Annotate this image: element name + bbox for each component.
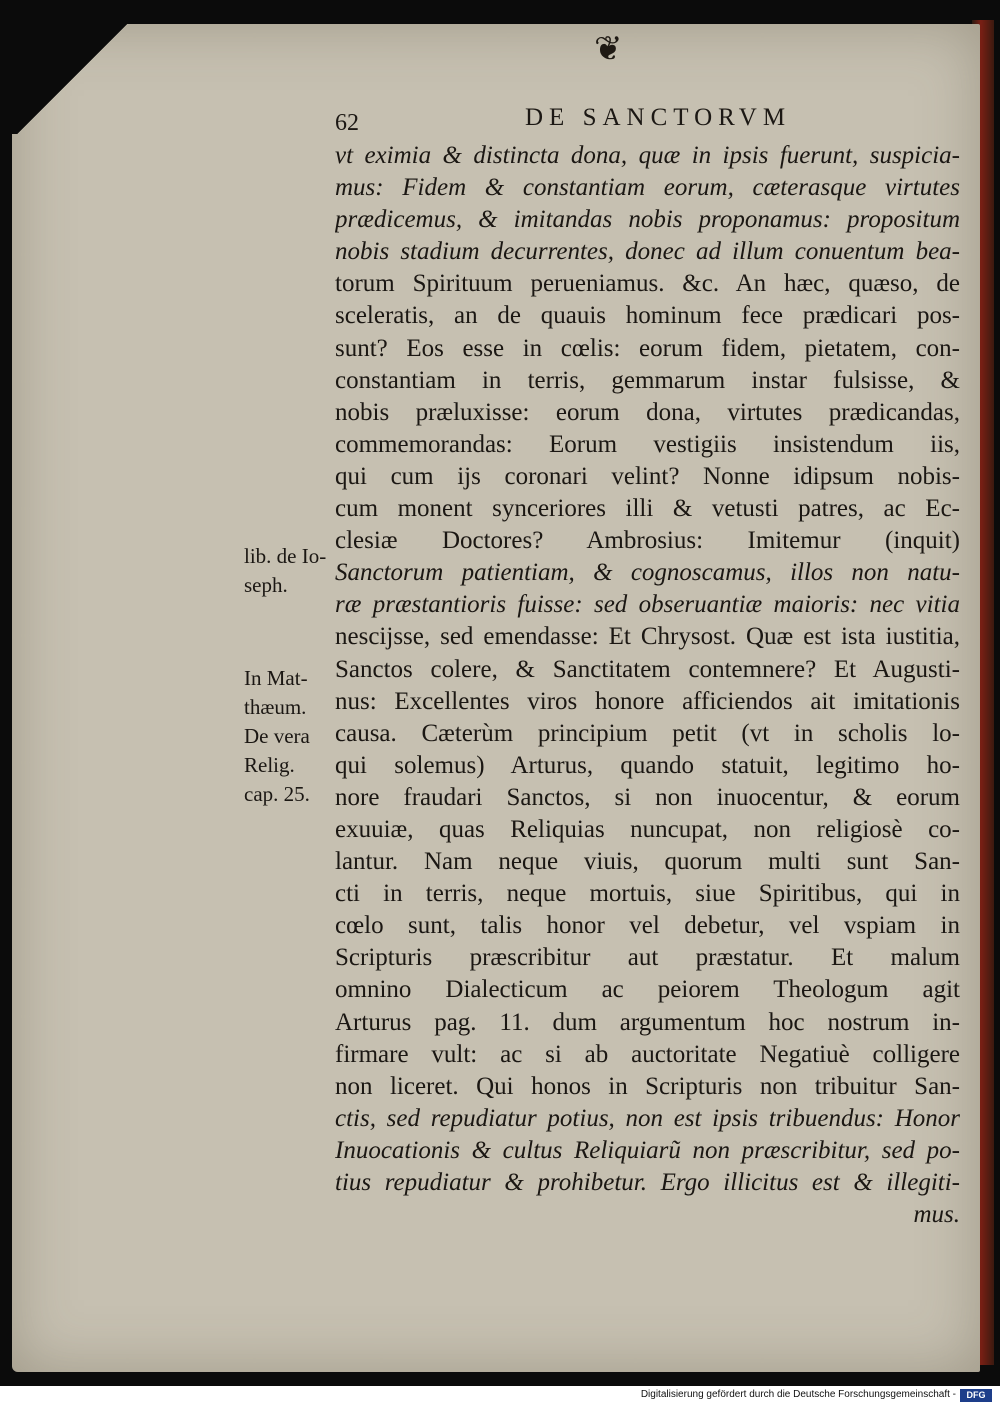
text-line: tius repudiatur & prohibetur. Ergo illicitus est & illegiti- [335, 1169, 960, 1196]
footer-credit: Digitalisierung gefördert durch die Deutsche Forschungsgemeinschaft - [640, 1389, 956, 1400]
fleuron-ornament-icon: ❦ [594, 31, 623, 68]
footer-bar [0, 1386, 1000, 1406]
text-line: nobis stadium decurrentes, donec ad illum conuentum bea- [335, 238, 960, 266]
text-line: vt eximia & distincta dona, quæ in ipsis fuerunt, suspicia- [335, 142, 960, 169]
text-line: causa. Cæterùm principium petit (vt in scholis lo- [335, 719, 960, 747]
text-line: Arturus pag. 11. dum argumentum hoc nostrum in- [335, 1008, 960, 1036]
margin-note: Relig. [244, 753, 295, 777]
text-line: Inuocationis & cultus Reliquiarũ non præscribitur, sed po- [335, 1136, 960, 1164]
text-line: nus: Excellentes viros honore afficiendos ait imitationis [335, 687, 960, 715]
text-line: mus: Fidem & constantiam eorum, cæterasque virtutes [335, 174, 960, 202]
text-line: sceleratis, an de quauis hominum fece prædicari pos- [335, 302, 960, 330]
text-line: mus. [913, 1201, 960, 1229]
text-line: cti in terris, neque mortuis, siue Spiritibus, qui in [335, 880, 960, 908]
text-line: firmare vult: ac si ab auctoritate Negatiuè colligere [335, 1040, 960, 1068]
body-text [335, 140, 960, 1231]
text-line: prædicemus, & imitandas nobis proponamus: propositum [335, 206, 960, 234]
text-line: lantur. Nam neque viuis, quorum multi sunt San- [335, 848, 960, 876]
running-head-title: DE SANCTORVM [525, 104, 792, 131]
page-number: 62 [335, 110, 359, 136]
margin-note: lib. de Io- [244, 544, 327, 568]
text-line: nore fraudari Sanctos, si non inuocentur, & eorum [335, 783, 960, 811]
text-line: nobis præluxisse: eorum dona, virtutes prædicandas, [335, 398, 960, 426]
margin-note: cap. 25. [244, 782, 310, 806]
dfg-logo-icon: DFG [960, 1389, 992, 1402]
torn-corner [12, 24, 132, 134]
text-line: non liceret. Qui honos in Scripturis non tribuitur San- [335, 1072, 960, 1100]
text-line: commemorandas: Eorum vestigiis insistendum iis, [335, 430, 960, 458]
running-head [335, 104, 835, 140]
text-line: exuuiæ, quas Reliquias nuncupat, non religiosè co- [335, 815, 960, 843]
text-line: constantiam in terris, gemmarum instar fulsisse, & [335, 366, 960, 394]
margin-note: In Mat- [244, 666, 308, 690]
text-line: Scripturis præscribitur aut præstatur. Et malum [335, 944, 960, 972]
text-line: sunt? Eos esse in cœlis: eorum fidem, pietatem, con- [335, 334, 960, 362]
text-line: nescijsse, sed emendasse: Et Chrysost. Quæ est ista iustitia, [335, 623, 960, 651]
text-line: Sanctos colere, & Sanctitatem contemnere? Et Augusti- [335, 655, 960, 683]
text-line: ctis, sed repudiatur potius, non est ipsis tribuendus: Honor [335, 1104, 960, 1132]
text-line: qui cum ijs coronari velint? Nonne idipsum nobis- [335, 462, 960, 490]
text-line: clesiæ Doctores? Ambrosius: Imitemur (inquit) [335, 527, 960, 555]
text-line: Sanctorum patientiam, & cognoscamus, illos non natu- [335, 559, 960, 587]
text-line: qui solemus) Arturus, quando statuit, legitimo ho- [335, 751, 960, 779]
margin-note: thæum. [244, 695, 307, 719]
margin-note: De vera [244, 724, 310, 748]
text-line: omnino Dialecticum ac peiorem Theologum agit [335, 976, 960, 1004]
margin-note: seph. [244, 573, 288, 597]
text-line: ræ præstantioris fuisse: sed obseruantiæ maioris: nec vitia [335, 591, 960, 619]
text-line: torum Spirituum perueniamus. &c. An hæc, quæso, de [335, 270, 960, 298]
text-line: cœlo sunt, talis honor vel debetur, vel vspiam in [335, 912, 960, 940]
text-line: cum monent synceriores illi & vetusti patres, ac Ec- [335, 495, 960, 523]
